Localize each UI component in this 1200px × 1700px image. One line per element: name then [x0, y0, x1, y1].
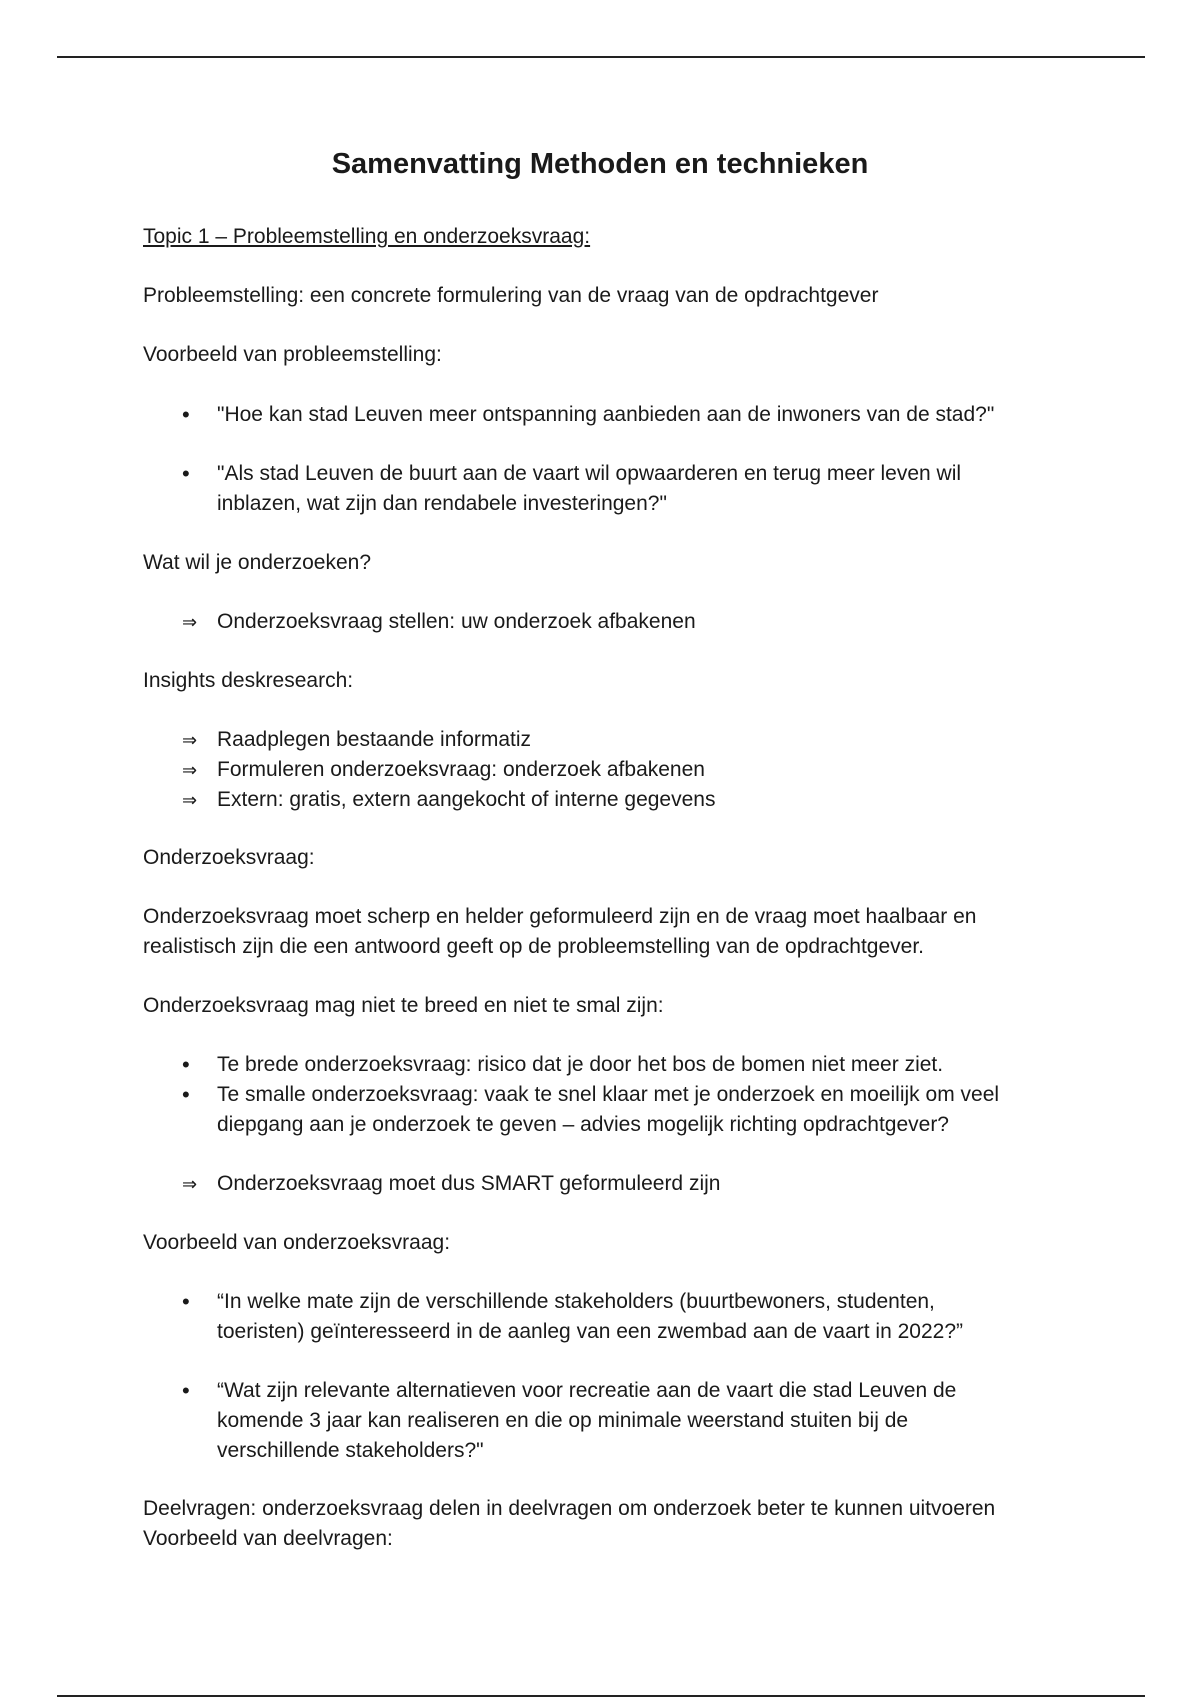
paragraph-probleemstelling: Probleemstelling: een concrete formulering van de vraag van de opdrachtgever: [143, 284, 879, 307]
bottom-rule: [57, 1695, 1145, 1697]
list-item-text: Formuleren onderzoeksvraag: onderzoek afbakenen: [217, 758, 705, 781]
paragraph-voorbeeld-probleemstelling: Voorbeeld van probleemstelling:: [143, 343, 442, 366]
paragraph-onderzoeksvraag-label: Onderzoeksvraag:: [143, 846, 315, 869]
bullet-icon: •: [182, 1052, 190, 1077]
bullet-icon: •: [182, 1082, 190, 1107]
bullet-icon: •: [182, 1378, 190, 1403]
paragraph-wat-wil-je-onderzoeken: Wat wil je onderzoeken?: [143, 551, 372, 574]
list-item-text-line-2: komende 3 jaar kan realiseren en die op minimale weerstand stuiten bij de: [217, 1409, 909, 1432]
paragraph-onderzoeksvraag-line-2: realistisch zijn die een antwoord geeft op de probleemstelling van de opdrachtgever.: [143, 935, 924, 958]
paragraph-insights-deskresearch: Insights deskresearch:: [143, 669, 354, 692]
list-item-text: "Hoe kan stad Leuven meer ontspanning aanbieden aan de inwoners van de stad?": [217, 403, 995, 426]
list-item-text-line-1: "Als stad Leuven de buurt aan de vaart wil opwaarderen en terug meer leven wil: [217, 462, 962, 485]
list-item-text: Onderzoeksvraag stellen: uw onderzoek afbakenen: [217, 610, 696, 633]
list-item-text-line-2: diepgang aan je onderzoek te geven – advies mogelijk richting opdrachtgever?: [217, 1113, 949, 1136]
list-item-text: Raadplegen bestaande informatiz: [217, 728, 532, 751]
paragraph-voorbeeld-onderzoeksvraag: Voorbeeld van onderzoeksvraag:: [143, 1231, 451, 1254]
paragraph-onderzoeksvraag-line-1: Onderzoeksvraag moet scherp en helder geformuleerd zijn en de vraag moet haalbaar en: [143, 905, 977, 928]
list-item-text-line-2: inblazen, wat zijn dan rendabele investeringen?": [217, 492, 667, 515]
paragraph-deelvragen: Deelvragen: onderzoeksvraag delen in deelvragen om onderzoek beter te kunnen uitvoeren: [143, 1497, 996, 1520]
paragraph-breed-smal: Onderzoeksvraag mag niet te breed en niet te smal zijn:: [143, 994, 664, 1017]
double-arrow-icon: ⇒: [182, 730, 198, 750]
bullet-icon: •: [182, 1289, 190, 1314]
topic-heading: Topic 1 – Probleemstelling en onderzoeksvraag:: [143, 225, 591, 248]
page-title: Samenvatting Methoden en technieken: [331, 148, 869, 180]
double-arrow-icon: ⇒: [182, 790, 198, 810]
double-arrow-icon: ⇒: [182, 612, 198, 632]
double-arrow-icon: ⇒: [182, 1174, 198, 1194]
list-item-text: Te brede onderzoeksvraag: risico dat je door het bos de bomen niet meer ziet.: [217, 1053, 944, 1076]
list-item-text-line-1: “In welke mate zijn de verschillende stakeholders (buurtbewoners, studenten,: [217, 1290, 935, 1313]
list-item-text: Extern: gratis, extern aangekocht of interne gegevens: [217, 788, 716, 811]
paragraph-voorbeeld-deelvragen: Voorbeeld van deelvragen:: [143, 1527, 393, 1550]
list-item-text-line-1: “Wat zijn relevante alternatieven voor recreatie aan de vaart die stad Leuven de: [217, 1379, 957, 1402]
top-rule: [57, 56, 1145, 58]
list-item-text-line-1: Te smalle onderzoeksvraag: vaak te snel klaar met je onderzoek en moeilijk om veel: [217, 1083, 1000, 1106]
bullet-icon: •: [182, 402, 190, 427]
bullet-icon: •: [182, 461, 190, 486]
list-item-text-line-3: verschillende stakeholders?": [217, 1439, 484, 1462]
list-item-text: Onderzoeksvraag moet dus SMART geformuleerd zijn: [217, 1172, 721, 1195]
double-arrow-icon: ⇒: [182, 760, 198, 780]
list-item-text-line-2: toeristen) geïnteresseerd in de aanleg van een zwembad aan de vaart in 2022?”: [217, 1320, 963, 1343]
